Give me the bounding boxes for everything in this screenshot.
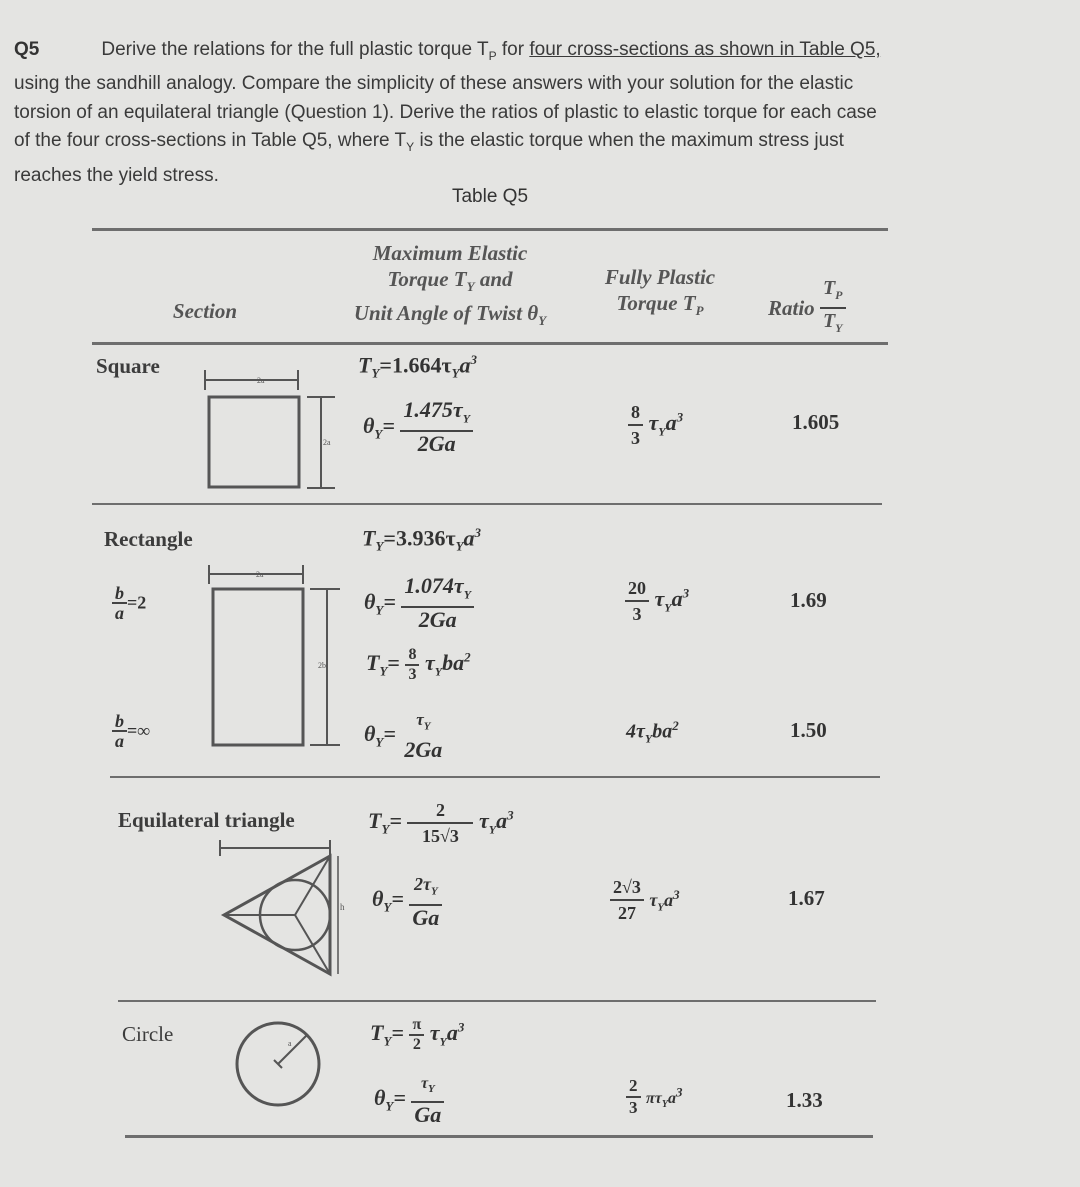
header-section: Section — [172, 299, 238, 323]
square-theta: $\theta_Y=$ $\frac{1.475\tau_Y}{2Ga}$ — [363, 398, 473, 456]
rectangle-ratio1: 1.69 — [790, 588, 827, 612]
header-plastic-line2: Torque $T_P$ — [616, 291, 704, 319]
question-number: Q5 — [14, 39, 40, 60]
rectangle-ratio2: 1.50 — [790, 718, 827, 742]
circle-ty: $T_Y=$ $\frac{\pi}{2}$ $\tau_Ya^3$ — [370, 1016, 465, 1053]
square-theta-den: 2Ga — [417, 431, 456, 457]
square-bottom-rule — [92, 503, 882, 505]
square-tp-num: 8 — [628, 400, 643, 426]
question-line1-sub: P — [488, 48, 497, 63]
circle-label: Circle — [122, 1022, 174, 1046]
circle-diagram — [222, 1018, 332, 1108]
header-elastic-line1: Maximum Elastic — [372, 241, 528, 265]
question-line2: using the sandhill analogy. Compare the simplicity of these answers with your solution for the elastic — [14, 73, 854, 95]
triangle-dim-side: h — [340, 902, 345, 912]
question-table-link[interactable]: four cross-sections as shown in Table Q5, — [529, 39, 881, 60]
rectangle-ty2: $T_Y=$ $\frac{8}{3}$ $\tau_Yba^2$ — [366, 646, 471, 683]
rectangle-bottom-rule — [110, 776, 880, 778]
rectangle-dim-side: 2b — [318, 661, 326, 670]
square-dim-top: 2a — [257, 376, 265, 385]
header-ratio-den: $T_Y$ — [822, 310, 843, 335]
square-ty: $T_Y=1.664\tau_Ya^3$ — [358, 352, 478, 381]
header-plastic — [580, 264, 740, 324]
header-elastic — [320, 240, 580, 334]
question-line4-sub: Y — [406, 140, 415, 155]
circle-tp: $\frac{2}{3}$ $\pi\tau_Ya^3$ — [626, 1076, 682, 1118]
triangle-ty: $T_Y=$ $\frac{2}{15√3}$ $\tau_Ya^3$ — [368, 800, 514, 846]
table-caption: Table Q5 — [451, 186, 529, 207]
header-elastic-line3: Unit Angle of Twist $\theta_Y$ — [353, 301, 547, 329]
rectangle-label: Rectangle — [104, 527, 193, 551]
header-bottom-rule — [92, 342, 888, 345]
square-dim-side: 2a — [323, 438, 331, 447]
question-line4b: is the elastic torque when the maximum stress just — [414, 130, 844, 152]
circle-dim-radius: a — [288, 1039, 292, 1048]
triangle-label: Equilateral triangle — [118, 808, 295, 832]
triangle-ratio: 1.67 — [788, 886, 825, 910]
header-plastic-line1: Fully Plastic — [604, 265, 716, 289]
square-theta-num: $1.475\tau_Y$ — [400, 398, 473, 432]
header-ratio — [768, 276, 878, 340]
table-bottom-rule — [125, 1135, 873, 1138]
question-line5: reaches the yield stress. — [14, 164, 219, 186]
square-tp: $\frac{8}{3}$ $\tau_Ya^3$ — [628, 400, 683, 450]
triangle-bottom-rule — [118, 1000, 876, 1002]
rectangle-ty1: $T_Y=3.936\tau_Ya^3$ — [362, 525, 482, 554]
circle-theta: $\theta_Y=$ $\frac{\tau_Y}{Ga}$ — [374, 1072, 444, 1127]
square-tp-den: 3 — [631, 428, 640, 448]
rectangle-case2: $\frac{b}{a}$ =∞ — [112, 712, 150, 750]
header-ratio-num: $T_P$ — [820, 276, 846, 309]
question-paragraph — [14, 36, 969, 190]
rectangle-dim-top: 2a — [256, 570, 264, 579]
square-label: Square — [96, 354, 160, 378]
rectangle-theta1: $\theta_Y=$ $\frac{1.074\tau_Y}{2Ga}$ — [364, 574, 474, 632]
rectangle-case1: $\frac{b}{a}$ =2 — [112, 584, 146, 622]
square-ratio: 1.605 — [792, 410, 840, 434]
question-line4a: of the four cross-sections in Table Q5, where T — [14, 130, 407, 152]
question-line1a: Derive the relations for the full plastic torque T — [101, 39, 489, 60]
triangle-theta-num: $2\tau_Y$ — [409, 872, 442, 906]
triangle-diagram — [210, 838, 370, 978]
rectangle-theta1-num: $1.074\tau_Y$ — [401, 574, 474, 608]
rectangle-diagram — [200, 562, 350, 752]
table-top-rule — [92, 228, 888, 231]
rectangle-theta1-den: 2Ga — [418, 607, 457, 633]
triangle-tp: $\frac{2√3}{27}$ $\tau_Ya^3$ — [610, 875, 680, 925]
rectangle-tp2: $4\tau_Yba^2$ — [626, 718, 679, 746]
header-ratio-label: Ratio — [768, 296, 815, 320]
question-line1b: for — [496, 39, 530, 60]
triangle-theta: $\theta_Y=$ $\frac{2\tau_Y}{Ga}$ — [372, 872, 442, 930]
question-line3: torsion of an equilateral triangle (Question 1). Derive the ratios of plastic to elastic torque for each case — [14, 101, 877, 123]
square-diagram — [195, 365, 345, 495]
header-elastic-line2: Torque $T_Y$ and — [387, 267, 513, 295]
triangle-theta-den: Ga — [412, 904, 440, 930]
rectangle-theta2: $\theta_Y=$ $\tau_Y$ 2Ga — [364, 710, 443, 763]
rectangle-tp1: $\frac{20}{3}$ $\tau_Ya^3$ — [625, 576, 689, 626]
circle-ratio: 1.33 — [786, 1088, 823, 1112]
